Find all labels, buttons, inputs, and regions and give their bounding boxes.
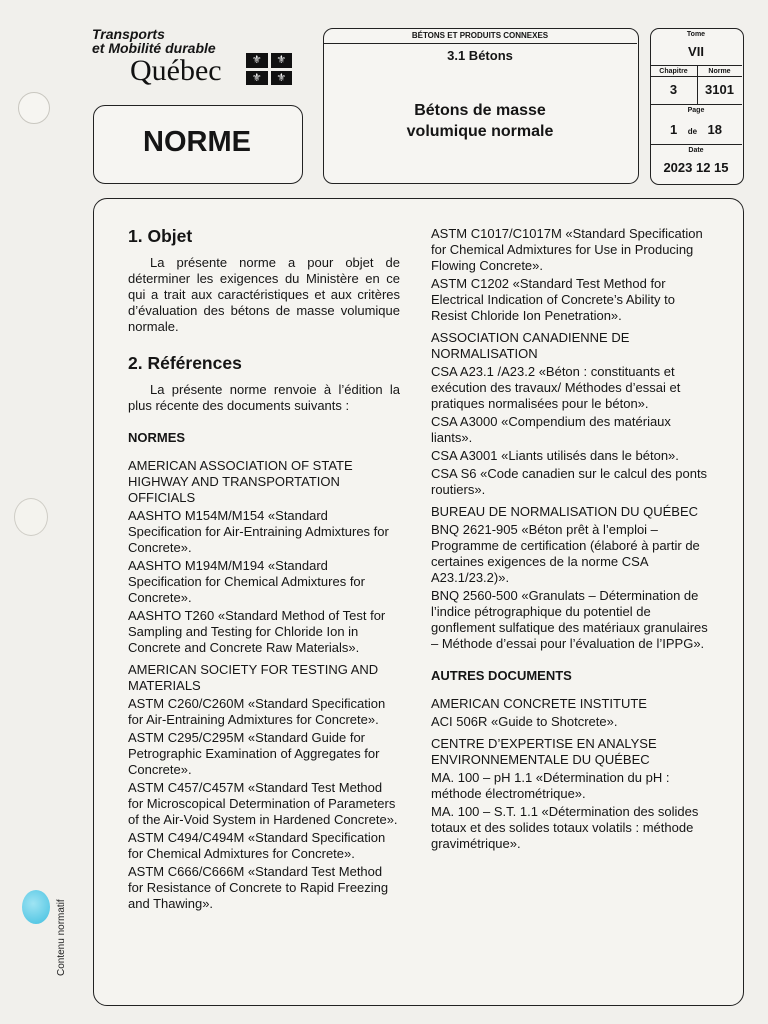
header-category: BÉTONS ET PRODUITS CONNEXES xyxy=(411,31,549,40)
ref-item: MA. 100 – pH 1.1 «Détermination du pH : méthode électrométrique». xyxy=(431,770,670,801)
date-label: Date xyxy=(688,147,704,154)
norme-label: NORME xyxy=(143,126,251,158)
org-ceaeq: CENTRE D’EXPERTISE EN ANALYSE ENVIRONNEMENTALE DU QUÉBEC xyxy=(431,736,657,767)
ref-item: ASTM C295/C295M «Standard Guide for Petrographic Examination of Aggregates for Concrete». xyxy=(128,730,380,777)
header-section: 3.1 Bétons xyxy=(447,48,513,63)
ref-item: CSA S6 «Code canadien sur le calcul des ponts routiers». xyxy=(431,466,708,497)
ref-item: AASHTO M154M/M154 «Standard Specification for Air-Entraining Admixtures for Concrete». xyxy=(128,508,389,555)
left-column xyxy=(128,226,400,912)
section-references-title: 2. Références xyxy=(128,353,242,373)
ref-item: ASTM C494/C494M «Standard Specification for Chemical Admixtures for Concrete». xyxy=(128,830,386,861)
quebec-flag-icon: ⚜ ⚜ ⚜ ⚜ xyxy=(246,53,292,85)
logo-line-transports: Transports xyxy=(92,26,165,42)
header-divider xyxy=(323,43,637,44)
ref-item: BNQ 2560-500 «Granulats – Détermination de l’indice pétrographique du potentiel de gonflement sulfatique des matériaux granulaires – Méthode d’essai pour l’évaluation de l’IPPG». xyxy=(431,588,708,651)
content-type-note: Contenu normatif xyxy=(56,899,67,976)
autres-documents-heading: AUTRES DOCUMENTS xyxy=(431,668,572,683)
normes-heading: NORMES xyxy=(128,430,186,445)
ref-item: AASHTO T260 «Standard Method of Test for Sampling and Testing for Chloride Ion in Concrete and Concrete Raw Materials». xyxy=(128,608,386,655)
norme-number-label: Norme xyxy=(708,68,731,75)
section-objet-title: 1. Objet xyxy=(128,226,193,246)
norme-number-value: 3101 xyxy=(705,82,734,97)
right-column xyxy=(431,226,709,852)
ref-item: ASTM C457/C457M «Standard Test Method for Microscopical Determination of Parameters of the Air-Void System in Hardened Concrete». xyxy=(128,780,398,827)
ref-item: CSA A3000 «Compendium des matériaux liants». xyxy=(431,414,671,445)
meta-divider xyxy=(650,76,742,77)
chapitre-label: Chapitre xyxy=(659,68,688,75)
objet-paragraph: La présente norme a pour objet de déterminer les exigences du Ministère en ce qui a trait aux caractéristiques et aux critères d’évaluation des bétons de masse volumique normale. xyxy=(128,255,400,334)
chapitre-value: 3 xyxy=(669,82,678,97)
logo-quebec-wordmark: Québec xyxy=(130,54,222,87)
ref-item: AASHTO M194M/M194 «Standard Specification for Chemical Admixtures for Concrete». xyxy=(128,558,365,605)
page-label: Page xyxy=(687,107,705,114)
org-aashto: AMERICAN ASSOCIATION OF STATE HIGHWAY AND TRANSPORTATION OFFICIALS xyxy=(128,458,353,505)
binder-hole-bottom xyxy=(22,890,50,924)
org-bnq: BUREAU DE NORMALISATION DU QUÉBEC xyxy=(431,504,699,519)
meta-divider xyxy=(650,104,742,105)
org-csa: ASSOCIATION CANADIENNE DE NORMALISATION xyxy=(431,330,630,361)
document-title: Bétons de masse volumique normale xyxy=(406,102,554,140)
ref-item: CSA A3001 «Liants utilisés dans le béton». xyxy=(431,448,679,463)
org-aci: AMERICAN CONCRETE INSTITUTE xyxy=(431,696,647,711)
ref-item: ASTM C666/C666M «Standard Test Method for Resistance of Concrete to Rapid Freezing and Thawing». xyxy=(128,864,389,911)
org-astm: AMERICAN SOCIETY FOR TESTING AND MATERIALS xyxy=(128,662,379,693)
tome-value: VII xyxy=(688,44,704,59)
ref-item: BNQ 2621-905 «Béton prêt à l’emploi – Programme de certification (élaboré à partir de certaines exigences de la norme CSA A23.1/23.2)». xyxy=(431,522,700,585)
ref-item: CSA A23.1 /A23.2 «Béton : constituants et exécution des travaux/ Méthodes d’essai et pratiques normalisées pour le béton». xyxy=(431,364,681,411)
page-number: 1 de 18 xyxy=(670,122,722,137)
binder-hole-top xyxy=(18,92,50,124)
binder-hole-middle xyxy=(14,498,48,536)
date-value: 2023 12 15 xyxy=(663,160,729,175)
tome-label: Tome xyxy=(686,31,706,38)
ref-item: MA. 100 – S.T. 1.1 «Détermination des solides totaux et des solides totaux volatils : méthode gravimétrique». xyxy=(431,804,699,851)
logo-line-mobilite: et Mobilité durable xyxy=(92,40,216,56)
meta-divider xyxy=(650,65,742,66)
ref-item: ASTM C1017/C1017M «Standard Specification for Chemical Admixtures for Use in Producing Flowing Concrete». xyxy=(431,226,703,273)
ref-item: ASTM C1202 «Standard Test Method for Electrical Indication of Concrete’s Ability to Resist Chloride Ion Penetration». xyxy=(431,276,675,323)
ref-item: ASTM C260/C260M «Standard Specification for Air-Entraining Admixtures for Concrete». xyxy=(128,696,386,727)
references-intro: La présente norme renvoie à l’édition la plus récente des documents suivants : xyxy=(128,382,400,413)
ref-item: ACI 506R «Guide to Shotcrete». xyxy=(431,714,618,729)
meta-divider xyxy=(650,144,742,145)
